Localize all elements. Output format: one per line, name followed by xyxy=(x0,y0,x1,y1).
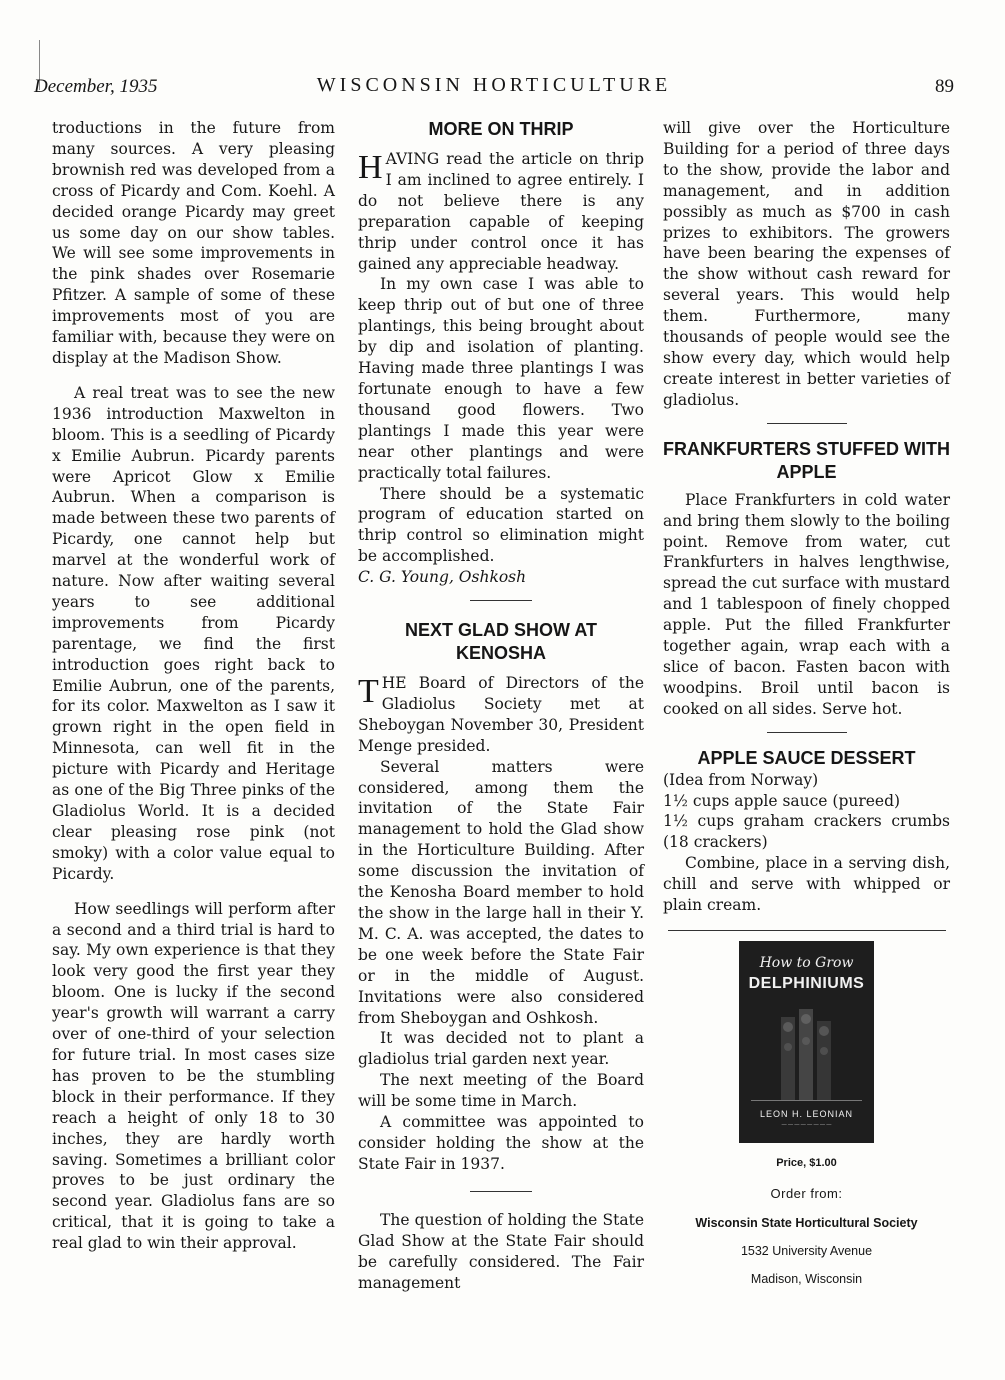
book-cover-subtitle: — — — — — — — — xyxy=(781,1122,832,1129)
frankfurter-body: Place Frankfurters in cold water and bring them slowly to the boiling point. Remove from water, cut Frankfurters in halves lengthwise, spread the cut surface with mustard and 1 tablespoon of finely chopped apple. Put the filled Frankfurter together again, wrap each with a slice of bacon. Fasten bacon with woodpins. Broil until bacon is cooked on all sides. Serve hot. xyxy=(663,490,950,718)
page-number: 89 xyxy=(935,76,954,97)
book-advertisement xyxy=(663,941,950,1290)
book-cover-title: DELPHINIUMS xyxy=(748,975,865,992)
glad-show-paragraph-6: The question of holding the State Glad Show at the State Fair should be carefully considered. The Fair management xyxy=(358,1210,644,1292)
section-divider xyxy=(470,1191,532,1192)
thrip-paragraph-2: In my own case I was able to keep thrip out of but one of three plantings, this being brought about by dip and isolation of planting. Having made three plantings I was fortunate enough to have a few thousand good flowers. Two plantings I made this year were near other plantings and were practically total failures. xyxy=(358,275,644,482)
society-name: Wisconsin State Horticultural Society xyxy=(695,1215,918,1230)
ingredient-line-2: 1½ cups graham crackers crumbs (18 crackers) xyxy=(663,812,950,852)
right-column xyxy=(663,118,950,1290)
delphinium-flowers-illustration xyxy=(777,1007,835,1103)
glad-show-heading: NEXT GLAD SHOW AT KENOSHA xyxy=(405,620,597,664)
glad-show-paragraph-1: THE Board of Directors of the Gladiolus Society met at Sheboygan November 30, President Menge presided. xyxy=(358,673,644,755)
apple-sauce-body: Combine, place in a serving dish, chill and serve with whipped or plain cream. xyxy=(663,854,950,915)
thrip-heading: MORE ON THRIP xyxy=(428,119,574,139)
section-divider xyxy=(767,423,847,424)
book-cover-script: How to Grow xyxy=(759,955,854,971)
book-price: Price, $1.00 xyxy=(776,1157,837,1169)
middle-column xyxy=(358,118,644,1293)
page-header xyxy=(34,72,954,102)
issue-date: December, 1935 xyxy=(34,76,158,97)
journal-title: WISCONSIN HORTICULTURE xyxy=(316,74,672,96)
society-city: Madison, Wisconsin xyxy=(750,1271,863,1286)
apple-sauce-subheading: (Idea from Norway) xyxy=(663,770,819,789)
glad-show-paragraph-4: The next meeting of the Board will be some time in March. xyxy=(358,1071,644,1111)
thrip-dropcap: H xyxy=(358,149,383,186)
book-cover-author: LEON H. LEONIAN xyxy=(751,1100,862,1125)
left-column xyxy=(52,118,335,1254)
society-address: 1532 University Avenue xyxy=(740,1243,873,1258)
ingredient-line-1: 1½ cups apple sauce (pureed) xyxy=(663,791,901,810)
frankfurter-heading: FRANKFURTERS STUFFED WITH APPLE xyxy=(663,438,950,482)
gladiolus-paragraph-3: How seedlings will perform after a second and a third trial is hard to say. My own experience is that they look very good the first year they bloom. One is lucky if the second year's growth will warrant a carry over of one-third of your selection for future trial. In most cases size has proven to be the stumbling block in their performance. If they reach a height of only 18 to 30 inches, they are hardly worth saving. Sometimes a brilliant color proves to be just ordinary the second year. Gladiolus fans are so critical, that it is going to take a real glad to win their approval. xyxy=(52,899,335,1253)
order-label: Order from: xyxy=(770,1185,843,1201)
apple-sauce-heading: APPLE SAUCE DESSERT xyxy=(697,747,916,768)
glad-show-paragraph-3: It was decided not to plant a gladiolus trial garden next year. xyxy=(358,1029,644,1069)
thrip-signature: C. G. Young, Oshkosh xyxy=(358,568,527,587)
gladiolus-paragraph-2: A real treat was to see the new 1936 introduction Maxwelton in bloom. This is a seedling of Picardy x Emilie Aubrun. Picardy parents were Apricot Glow x Emilie Aubrun. When a comparison is made between these two parents of Picardy, one cannot help but marvel at the wonderful work of nature. Now after waiting several years to see additional improvements from Picardy parentage, we find the first introduction goes right back to Emilie Aubrun, one of the parents, for its color. Maxwelton as I saw it grown right in the open field in Minnesota, can well fit in the picture with Picardy and Heritage as one of the Big Three pinks of the Gladiolus World. It is a decided clear pleasing rose pink (not smoky) with a color value equal to Picardy. xyxy=(52,383,335,883)
section-divider xyxy=(668,930,946,931)
glad-show-dropcap: T xyxy=(358,673,379,711)
glad-show-paragraph-2: Several matters were considered, among them the invitation of the State Fair management to hold the Glad show in the Horticulture Building. After some discussion the invitation of the Kenosha Board member to hold the show in the large hall in their Y. M. C. A. was accepted, the dates to be one week before the State Fair or in the middle of August. Invitations were also considered from Sheboygan and Oshkosh. xyxy=(358,757,644,1027)
gladiolus-paragraph-1: troductions in the future from many sources. A very pleasing brownish red was developed from a cross of Picardy and Com. Koehl. A decided orange Picardy may greet us some day on our show tables. We will see some improvements in the pink shades over Rosemarie Pfitzer. A sample of some of these improvements most of you are familiar with, because they were on display at the Madison Show. xyxy=(52,119,335,367)
thrip-paragraph-1: HAVING read the article on thrip I am inclined to agree entirely. I do not believe there is any preparation capable of keeping thrip under control once it has gained any appreciable headway. xyxy=(358,149,644,273)
section-divider xyxy=(767,732,847,733)
section-divider xyxy=(470,600,532,601)
thrip-paragraph-3: There should be a systematic program of education started on thrip control so elimination might be accomplished. xyxy=(358,484,644,566)
glad-show-paragraph-5: A committee was appointed to consider holding the show at the State Fair in 1937. xyxy=(358,1113,644,1173)
book-cover-image xyxy=(739,941,874,1143)
glad-show-paragraph-7: will give over the Horticulture Building for a period of three days to the show, provide the labor and management, and in addition possibly as much as $700 in cash prizes to exhibitors. The growers have been bearing the expenses of the show without cash reward for several years. This would help them. Furthermore, many thousands of people would see the show every day, which would help create interest in better varieties of gladiolus. xyxy=(663,119,950,409)
